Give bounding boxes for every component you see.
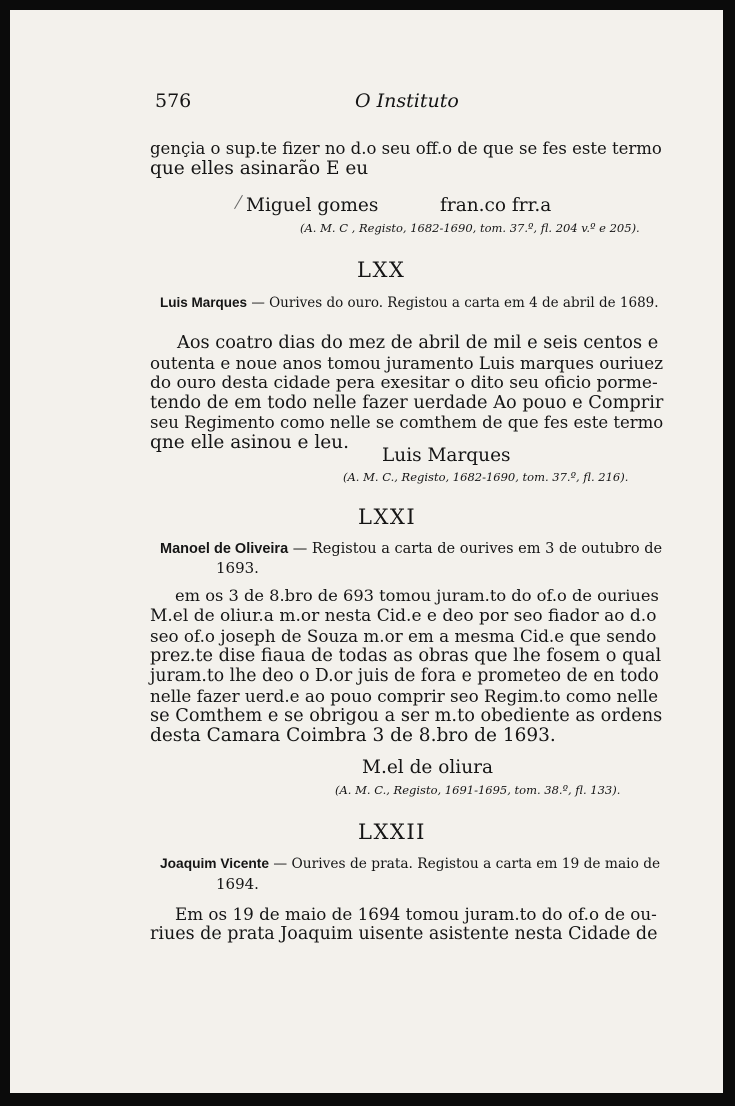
body-line: tendo de em todo nelle fazer uerdade Ao pouo e Comprir bbox=[150, 393, 664, 413]
archive-citation: (A. M. C , Registo, 1682-1690, tom. 37.º, fl. 204 v.º e 205). bbox=[300, 221, 640, 235]
pen-stroke-mark bbox=[234, 195, 243, 209]
body-line: do ouro desta cidade pera exesitar o dito seu oficio porme- bbox=[150, 373, 658, 393]
body-line: em os 3 de 8.bro de 693 tomou juram.to do of.o de ouriues bbox=[175, 586, 659, 605]
section-heading-lxxi: LXXI bbox=[358, 505, 417, 529]
entry-continuation: 1694. bbox=[216, 875, 259, 893]
section-heading-lxxii: LXXII bbox=[358, 820, 426, 844]
entry-name: Luis Marques bbox=[160, 295, 248, 310]
document-page bbox=[10, 10, 723, 1093]
archive-citation: (A. M. C., Registo, 1691-1695, tom. 38.º, fl. 133). bbox=[335, 783, 621, 797]
section-heading-lxx: LXX bbox=[357, 258, 406, 282]
signature-francisco: fran.co frr.a bbox=[440, 195, 552, 216]
body-line: se Comthem e se obrigou a ser m.to obediente as ordens bbox=[150, 706, 663, 726]
body-line: qne elle asinou e leu. bbox=[150, 432, 349, 453]
body-line: desta Camara Coimbra 3 de 8.bro de 1693. bbox=[150, 725, 556, 746]
running-title: O Instituto bbox=[355, 90, 459, 112]
body-line: gençia o sup.te fizer no d.o seu off.o de que se fes este termo bbox=[150, 139, 662, 158]
body-line: Em os 19 de maio de 1694 tomou juram.to do of.o de ou- bbox=[175, 904, 657, 924]
body-line: juram.to lhe deo o D.or juis de fora e prometeo de en todo bbox=[150, 666, 659, 686]
entry-lxxii bbox=[160, 856, 660, 872]
entry-description: — Ourives de prata. Registou a carta em 19 de maio de bbox=[269, 856, 661, 872]
body-line: seo of.o joseph de Souza m.or em a mesma Cid.e que sendo bbox=[150, 626, 657, 646]
entry-lxxi bbox=[160, 541, 662, 557]
body-line: riues de prata Joaquim uisente asistente nesta Cidade de bbox=[150, 924, 658, 944]
body-line: que elles asinarão E eu bbox=[150, 158, 369, 179]
entry-continuation: 1693. bbox=[216, 559, 259, 577]
entry-description: — Registou a carta de ourives em 3 de outubro de bbox=[288, 541, 663, 557]
body-line: M.el de oliur.a m.or nesta Cid.e e deo por seo fiador ao d.o bbox=[150, 606, 657, 626]
body-line: prez.te dise fiaua de todas as obras que lhe fosem o qual bbox=[150, 646, 662, 666]
signature-luis-marques: Luis Marques bbox=[382, 445, 511, 466]
entry-description: — Ourives do ouro. Registou a carta em 4 de abril de 1689. bbox=[247, 295, 659, 311]
entry-lxx bbox=[160, 295, 659, 311]
signature-manoel-oliveira: M.el de oliura bbox=[362, 757, 493, 778]
body-line: seu Regimento como nelle se comthem de que fes este termo bbox=[150, 413, 664, 432]
page-number: 576 bbox=[155, 90, 192, 112]
entry-name: Manoel de Oliveira bbox=[160, 541, 289, 557]
body-line: outenta e noue anos tomou juramento Luis marques ouriuez bbox=[150, 353, 664, 373]
signature-miguel-gomes: Miguel gomes bbox=[246, 195, 379, 216]
entry-name: Joaquim Vicente bbox=[160, 856, 270, 871]
body-line: Aos coatro dias do mez de abril de mil e seis centos e bbox=[177, 333, 659, 353]
body-line: nelle fazer uerd.e ao pouo comprir seo Regim.to como nelle bbox=[150, 686, 659, 706]
archive-citation: (A. M. C., Registo, 1682-1690, tom. 37.º, fl. 216). bbox=[343, 470, 629, 484]
